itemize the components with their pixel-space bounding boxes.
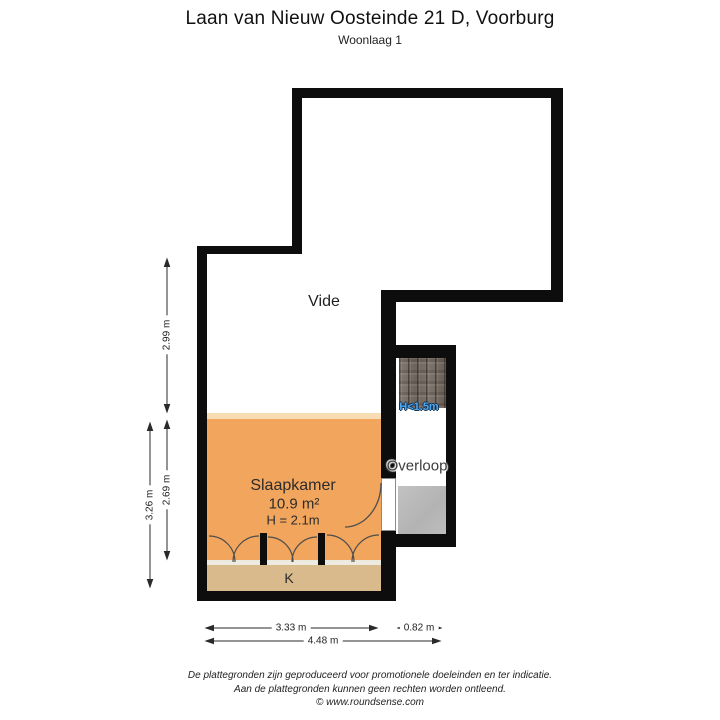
wall-center-lower xyxy=(381,531,396,601)
slaapkamer-ceiling-height-label: H = 2.1m xyxy=(266,512,320,528)
stairs-height-restriction-label: H<1.5m xyxy=(399,401,439,413)
closet-fill xyxy=(207,565,381,591)
dim-bottom-main: 3.33 m xyxy=(272,622,311,635)
page-title: Laan van Nieuw Oosteinde 21 D, Voorburg xyxy=(185,8,555,29)
dim-left-upper: 2.99 m xyxy=(161,316,174,355)
disclaimer-line-2: Aan de plattegronden kunnen geen rechten worden ontleend. xyxy=(234,683,506,695)
wall-overloop-bottom xyxy=(396,534,456,547)
door-leaf xyxy=(381,478,396,531)
dim-bottom-small: 0.82 m xyxy=(400,622,439,635)
vide-room-label: Vide xyxy=(308,293,340,310)
disclaimer xyxy=(20,669,720,710)
floor-subtitle: Woonlaag 1 xyxy=(338,33,402,47)
wall-corridor-right xyxy=(446,345,456,547)
dim-bottom-total: 4.48 m xyxy=(304,635,343,648)
wall-bottom xyxy=(197,591,396,601)
closet-divider-post xyxy=(318,533,325,565)
wall-step xyxy=(197,246,302,254)
dim-left-lower: 2.69 m xyxy=(161,471,174,510)
disclaimer-line-3: © www.roundsense.com xyxy=(316,697,424,708)
wall-center-upper xyxy=(381,290,396,478)
wall-upper-left xyxy=(292,88,302,254)
slaapkamer-room-label: Slaapkamer xyxy=(250,477,336,494)
wall-right xyxy=(551,88,563,302)
wall-top xyxy=(292,88,563,98)
closet-label: K xyxy=(284,570,294,586)
wall-left xyxy=(197,246,207,601)
disclaimer-line-1: De plattegronden zijn geproduceerd voor promotionele doeleinden en ter indicatie. xyxy=(187,670,553,681)
slaapkamer-area-label: 10.9 m² xyxy=(268,495,320,513)
wall-midroom-bottom xyxy=(381,290,563,302)
closet-divider-post xyxy=(260,533,267,565)
overloop-room-label: Overloop xyxy=(386,457,448,475)
overloop-landing-mat xyxy=(398,486,446,534)
dim-left-outer: 3.26 m xyxy=(144,486,157,525)
